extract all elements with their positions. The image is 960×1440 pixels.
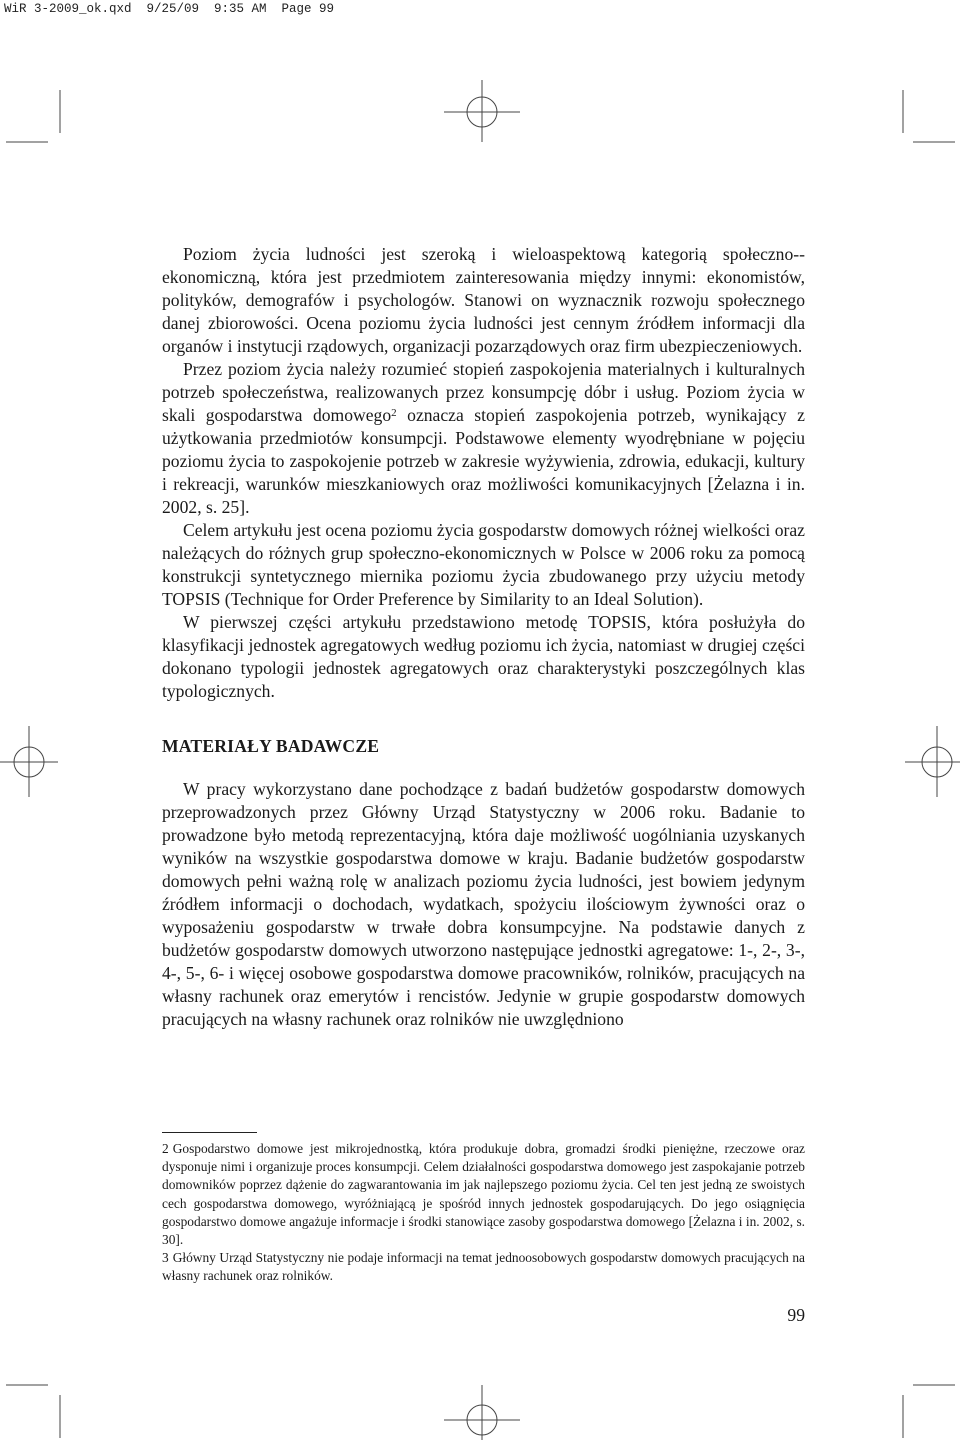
paragraph-definition-part1: Przez poziom życia należy rozumieć stopień zaspokojenia materialnych i kulturalnych potrzeb społeczeństwa, realizowanych przez konsumpcję dóbr i usług. Poziom życia w skali gospodarstwa domowego xyxy=(162,359,805,425)
footnote-2 xyxy=(162,1140,805,1249)
paragraph-aim: Celem artykułu jest ocena poziomu życia gospodarstw domowych różnej wielkości oraz należących do różnych grup społeczno-ekonomicznych w Polsce w 2006 roku za pomocą konstrukcji syntetycznego miernika poziomu życia zbudowanego przy użyciu metody TOPSIS (Technique for Order Preference by Similarity to an Ideal Solution). xyxy=(162,520,805,609)
paragraph-intro: Poziom życia ludności jest szeroką i wieloaspektową kategorią społeczno--ekonomiczną, która jest przedmiotem zainteresowania między innymi: ekonomistów, polityków, demografów i psychologów. Stanowi on wyznacznik rozwoju społecznego danej zbiorowości. Ocena poziomu życia ludności jest cennym źródłem informacji dla organów i instytucji rządowych, organizacji pozarządowych oraz firm ubezpieczeniowych. xyxy=(162,244,805,356)
paragraph-definition xyxy=(162,358,805,519)
page-number: 99 xyxy=(787,1305,805,1325)
footnote-text: Główny Urząd Statystyczny nie podaje informacji na temat jednoosobowych gospodarstw domowych pracujących na własny rachunek oraz rolników. xyxy=(162,1250,805,1284)
footnote-text: Gospodarstwo domowe jest mikrojednostką, która produkuje dobra, gromadzi środki pieniężne, rzeczowe oraz dysponuje nimi i organizuje proces konsumpcji. Celem działalności gospodarstwa domowego jest zaspokajanie potrzeb domowników poprzez dążenie do zagwarantowania im jak najlepszego poziomu życia. Cel ten jest jedną ze swoistych cech gospodarstwa domowego, wyróżniającą je spośród innych jednostek gospodarujących. Do jego osiągnięcia gospodarstwo domowe angażuje informacje i środki stanowiące zasoby gospodarstwa domowego [Żelazna i in. 2002, s. 30]. xyxy=(162,1141,805,1248)
footnote-number: 3 xyxy=(162,1250,169,1266)
footnote-number: 2 xyxy=(162,1141,169,1156)
footnote-3 xyxy=(162,1249,805,1285)
footnote-ref-2: 2 xyxy=(391,407,397,419)
paragraph-definition-part2: oznacza stopień zaspokojenia potrzeb, wynikający z użytkowania przedmiotów konsumpcji. Podstawowe elementy wyodrębniane w pojęciu poziomu życia to zaspokojenie potrzeb w zakresie wyżywienia, zdrowia, edukacji, kultury i rekreacji, warunków mieszkaniowych oraz możliwości komunikacyjnych [Żelazna i in. 2002, s. 25]. xyxy=(162,405,805,517)
footnotes xyxy=(162,1140,805,1286)
section-heading: MATERIAŁY BADAWCZE xyxy=(162,736,380,756)
footnote-separator xyxy=(162,1132,257,1133)
main-text xyxy=(162,243,805,1031)
paragraph-materials: W pracy wykorzystano dane pochodzące z badań budżetów gospodarstw domowych przeprowadzonych przez Główny Urząd Statystyczny w 2006 roku. Badanie to prowadzone było metodą reprezentacyjną, która daje możliwość uogólniania uzyskanych wyników na wszystkie gospodarstwa domowe w kraju. Badanie budżetów gospodarstw domowych pełni ważną rolę w analizach poziomu życia ludności, jest bowiem jedynym źródłem informacji o dochodach, wydatkach, spożyciu ilościowym żywności oraz o wyposażeniu gospodarstw w trwałe dobra konsumpcyjne. Na podstawie danych z budżetów gospodarstw domowych utworzono następujące jednostki agregatowe: 1-, 2-, 3-, 4-, 5-, 6- i więcej osobowe gospodarstwa domowe pracowników, rolników, pracujących na własny rachunek oraz emerytów i rencistów. Jedynie w grupie gospodarstw domowych pracujących na własny rachunek oraz rolników nie uwzględniono xyxy=(162,779,805,1029)
print-slug: WiR 3-2009_ok.qxd 9/25/09 9:35 AM Page 99 xyxy=(4,2,335,16)
paragraph-structure: W pierwszej części artykułu przedstawiono metodę TOPSIS, która posłużyła do klasyfikacji jednostek agregatowych według poziomu ich życia, natomiast w drugiej części dokonano typologii jednostek agregatowych oraz charakterystyki poszczególnych klas typologicznych. xyxy=(162,612,805,701)
